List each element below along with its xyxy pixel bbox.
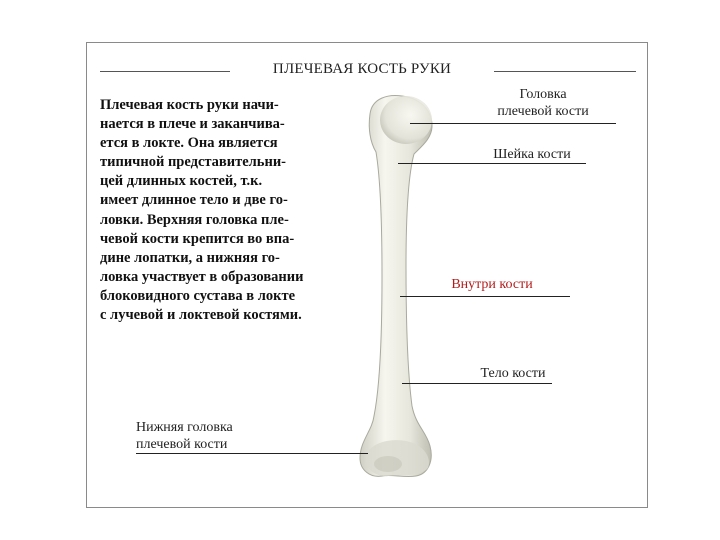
description-line: ловки. Верхняя головка пле-: [100, 211, 289, 228]
description-line: дине лопатки, а нижняя го-: [100, 249, 280, 266]
humerus-bone-illustration: [340, 86, 450, 486]
bone-lower-condyle: [374, 456, 402, 472]
label-lower-head-line2: плечевой кости: [136, 437, 228, 452]
bone-head-shape: [380, 96, 432, 144]
description-line: цей длинных костей, т.к.: [100, 173, 263, 190]
pointer-bone-body: [402, 383, 552, 384]
description-line: ется в локте. Она является: [100, 135, 278, 152]
pointer-lower-head: [136, 453, 368, 454]
pointer-bone-neck: [398, 163, 586, 164]
label-bone-inside: Внутри кости: [451, 277, 533, 292]
description-line: чевой кости крепится во впа-: [100, 230, 295, 247]
description-line: блоковидного сустава в локте: [100, 287, 296, 304]
description-line: ловка участвует в образовании: [100, 268, 304, 285]
label-bone-neck: Шейка кости: [493, 147, 571, 162]
description-line: нается в плече и заканчива-: [100, 116, 285, 133]
humerus-bone-svg: [340, 86, 450, 486]
pointer-bone-inside: [400, 296, 570, 297]
label-bone-head-line1: Головка: [519, 87, 567, 102]
title-rule-left: [100, 71, 230, 72]
label-lower-head: [136, 419, 266, 453]
label-bone-body: Тело кости: [480, 366, 546, 381]
label-bone-head: [468, 86, 618, 120]
page-title: ПЛЕЧЕВАЯ КОСТЬ РУКИ: [272, 61, 452, 77]
description-line: Плечевая кость руки начи-: [100, 97, 279, 113]
label-bone-head-line2: плечевой кости: [497, 104, 589, 119]
label-lower-head-line1: Нижняя головка: [136, 420, 233, 435]
description-text: [100, 96, 362, 325]
description-line: имеет длинное тело и две го-: [100, 192, 288, 209]
description-line: типичной представительни-: [100, 154, 287, 171]
title-rule-right: [494, 71, 636, 72]
bone-shaft: [360, 96, 432, 477]
pointer-bone-head: [410, 123, 616, 124]
description-line: с лучевой и локтевой костями.: [100, 307, 302, 324]
